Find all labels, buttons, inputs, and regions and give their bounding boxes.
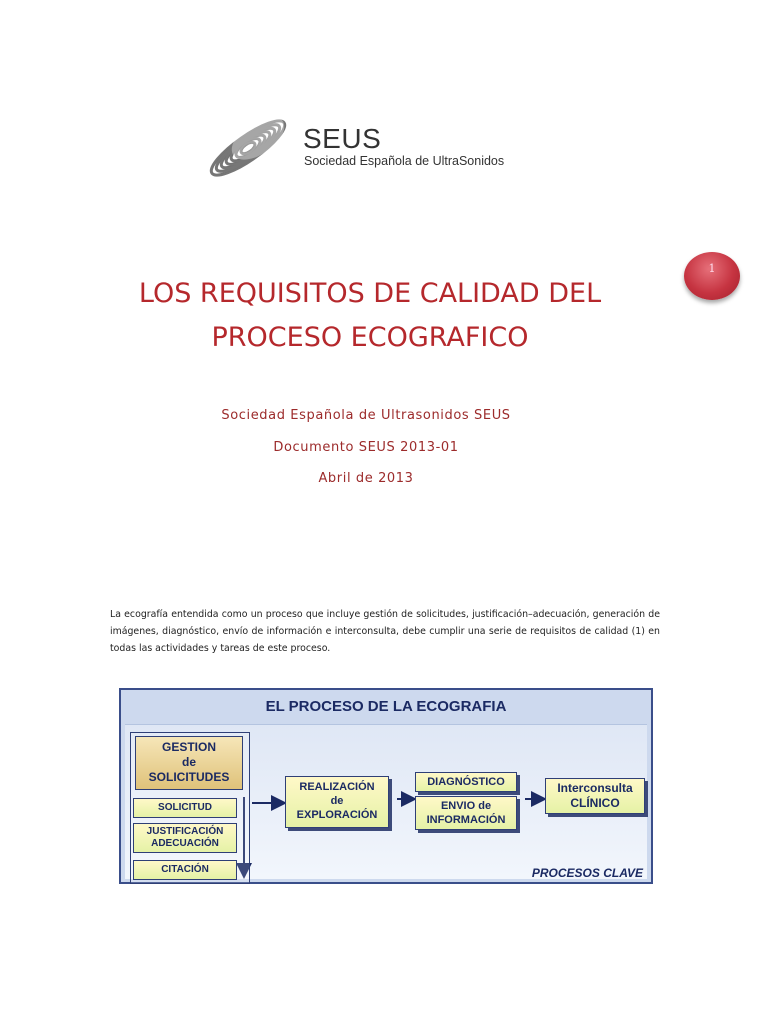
process-diagram — [119, 688, 653, 884]
envio-line-2: INFORMACIÓN — [426, 814, 506, 826]
envio-informacion-box — [415, 796, 517, 830]
justificacion-line-2: ADECUACIÓN — [151, 838, 219, 849]
realizacion-line-3: EXPLORACIÓN — [296, 809, 378, 821]
gestion-solicitudes-box — [135, 736, 243, 790]
solicitud-box: SOLICITUD — [133, 798, 237, 818]
document-date: Abril de 2013 — [318, 471, 414, 486]
interconsulta-line-1: Interconsulta — [557, 781, 633, 795]
title-line-1: LOS REQUISITOS DE CALIDAD DEL — [138, 278, 602, 309]
interconsulta-box — [545, 778, 645, 814]
citacion-box: CITACIÓN — [133, 860, 237, 880]
page-number: 1 — [708, 262, 716, 275]
diagnostico-box: DIAGNÓSTICO — [415, 772, 517, 792]
justificacion-line-1: JUSTIFICACIÓN — [146, 826, 224, 837]
title-line-2: PROCESO ECOGRAFICO — [211, 322, 529, 353]
document-number: Documento SEUS 2013-01 — [273, 440, 459, 455]
logo-subtitle: Sociedad Española de UltraSonidos — [304, 154, 505, 168]
procesos-clave-label: PROCESOS CLAVE — [531, 866, 643, 880]
logo-name: SEUS — [303, 123, 382, 154]
realizacion-box — [285, 776, 389, 828]
gestion-line-1: GESTION — [161, 740, 216, 754]
envio-line-1: ENVIO de — [440, 800, 492, 812]
interconsulta-line-2: CLÍNICO — [570, 796, 620, 810]
intro-paragraph: La ecografía entendida como un proceso que incluye gestión de solicitudes, justificación–adecuación, generación de imágenes, diagnóstico, envío de información e interconsulta, debe cumplir una serie de requisitos de calidad (1) en todas las actividades y tareas de este proceso. — [110, 609, 660, 654]
organization-line: Sociedad Española de Ultrasonidos SEUS — [221, 408, 511, 423]
document-title — [90, 272, 650, 360]
seus-logo-swirl-icon — [196, 108, 306, 188]
diagram-title: EL PROCESO DE LA ECOGRAFIA — [265, 698, 507, 715]
realizacion-line-2: de — [330, 795, 344, 807]
gestion-line-2: de — [181, 755, 196, 769]
page-number-badge — [684, 252, 740, 300]
realizacion-line-1: REALIZACIÓN — [299, 781, 375, 793]
justificacion-box — [133, 823, 237, 853]
gestion-line-3: SOLICITUDES — [148, 770, 230, 784]
